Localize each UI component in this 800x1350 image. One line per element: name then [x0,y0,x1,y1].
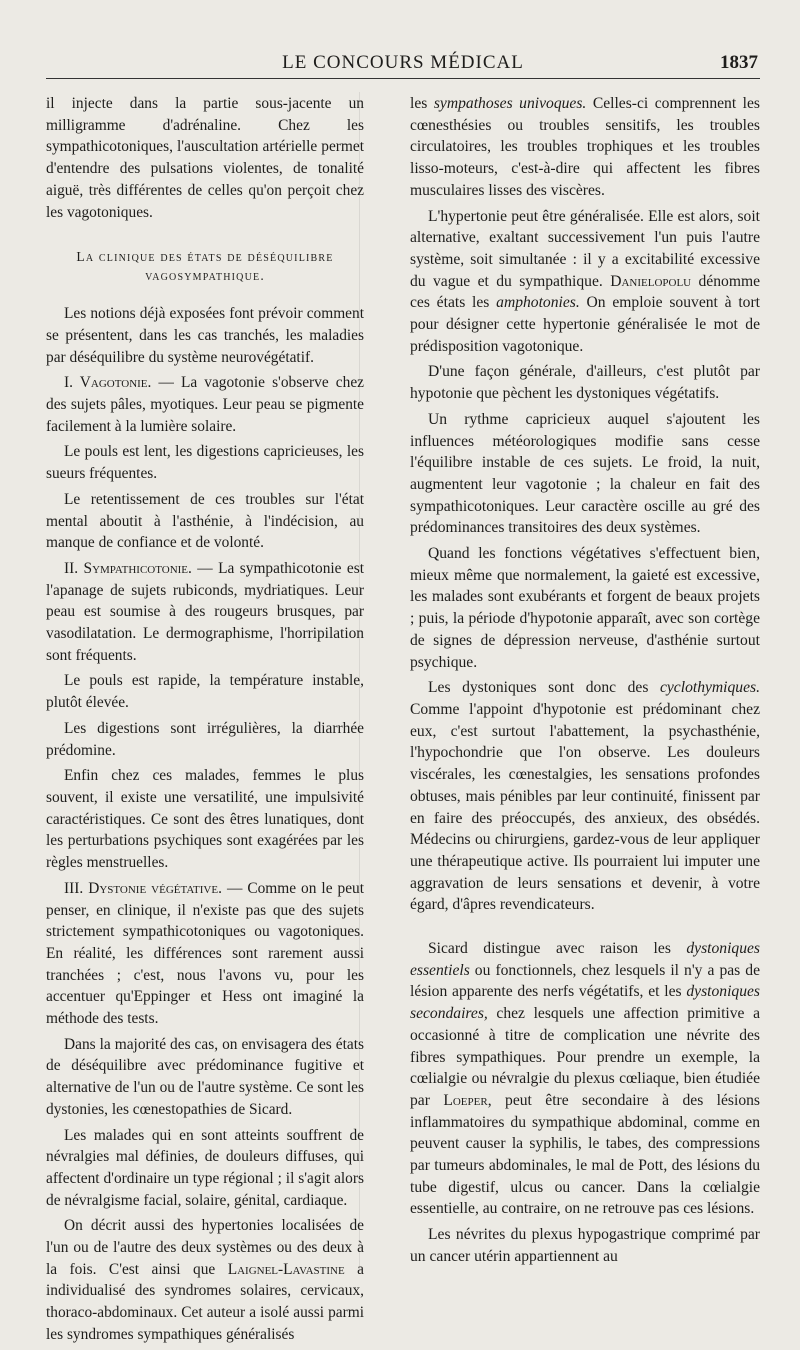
paragraph [46,878,364,1030]
paragraph: Les notions déjà exposées font prévoir comment se présentent, dans les cas tranchés, les maladies par déséquilibre du système neurovégétatif. [46,305,364,366]
paragraph-text: les [410,95,434,112]
emphasis: cyclothymiques. [659,679,760,697]
paragraph: Le pouls est rapide, la température instable, plutôt élevée. [46,672,364,712]
paragraph: Quand les fonctions végétatives s'effectuent bien, mieux même que normalement, la gaieté est excessive, les malades sont exubérants et forgent de beaux projets ; puis, la période d'hypotonie apparaît, avec son cortège de signes de dépression nerveuse, d'asthénie surtout psychique. [410,545,760,671]
paragraph [410,206,760,358]
paragraph-text: Celles-ci comprennent les cœnesthésies ou troubles sensitifs, les troubles circulatoires, les troubles trophiques et les troubles lisso-moteurs, c'est-à-dire qui affectent les fibres musculaires lisses des viscères. [410,95,760,199]
subsection-head: III. Dystonie végétative. [64,879,222,897]
paragraph-text: , peut être secondaire à des lésions inflammatoires du sympathique abdominal, comme en peuvent causer la syphilis, le tabes, des compressions par tumeurs abdominales, le mal de Pott, des lésions du tube digestif, ulcus ou cancer. Dans la cœlialgie essentielle, au contraire, on ne retrouve pas ces lésions. [410,1091,760,1218]
subsection-head: II. Sympathicotonie. [64,559,192,577]
paragraph-text: ou fonctionnels, chez lesquels il n'y a pas de lésion apparente des nerfs végétatifs, et les [410,961,760,1001]
subsection-head: I. Vagotonie. [64,374,152,392]
section-heading-line: vagosympathique. [145,268,265,284]
paragraph-text: — La vagotonie s'observe chez des sujets pâles, myotiques. Leur peau se pigmente facilement à la lumière solaire. [46,374,364,435]
paragraph: Le retentissement de ces troubles sur l'état mental aboutit à l'asthénie, à l'indécision, au manque de confiance et de volonté. [46,490,364,552]
emphasis: dystoniques secondaires, [410,983,760,1023]
paragraph: Dans la majorité des cas, on envisagera des états de déséquilibre avec prédominance fugitive et alternative de l'un ou de l'autre système. Ce sont les dystonies, les cœnestopathies de Sicard. [46,1035,364,1118]
paragraph: Le pouls est lent, les digestions capricieuses, les sueurs fréquentes. [46,443,364,483]
paragraph: Les malades qui en sont atteints souffrent de névralgies mal définies, de douleurs diffuses, qui affectent d'ordinaire un type régional ; il s'agit alors de névralgisme facial, solaire, génital, cardiaque. [46,1126,364,1209]
paragraph-text: a individualisé des syndromes solaires, cervicaux, thoraco-abdominaux. Cet auteur a isolé aussi parmi les syndromes sympathiques généralisés [46,1260,364,1343]
section-heading-line: La clinique des états de déséquilibre [76,249,334,265]
paragraph [46,372,364,437]
paragraph [410,938,760,1220]
paragraph [46,1215,364,1345]
paragraph-text: Sicard distingue avec raison les [428,940,687,958]
paragraph: D'une façon générale, d'ailleurs, c'est plutôt par hypotonie que pèchent les dystoniques végétatifs. [410,363,760,403]
paragraph-text: On emploie souvent à tort pour désigner cette hypertonie généralisée le mot de prédisposition vagotonique. [410,294,760,355]
paragraph-text: chez lesquels une affection primitive a occasionné à titre de complication une névrite des fibres sympathiques. Pour prendre un exemple, la cœlialgie ou névralgie du plexus cœliaque, bien étudiée par [410,1005,760,1109]
paragraph [410,93,760,202]
emphasis: dystoniques essentiels [410,940,760,979]
paragraph-text: On décrit aussi des hypertonies localisées de l'un ou de l'autre des deux systèmes ou des deux à la fois. C'est ainsi que [46,1217,364,1278]
paragraph-text: — Comme on le peut penser, en clinique, il n'existe pas que des sujets strictement sympathicotoniques ou vagotoniques. En réalité, les différences sont rarement aussi tranchées ; c'est, nous l'avons vu, pour les accentuer qu'Eppinger et Hess ont imaginé la méthode des tests. [46,879,365,1028]
paragraph [410,677,760,916]
paragraph: il injecte dans la partie sous-jacente un milligramme d'adrénaline. Chez les sympathicotoniques, l'auscultation artérielle permet d'entendre des pulsations violentes, de tonalité aiguë, très différentes de celles qu'on perçoit chez les vagotoniques. [46,95,364,221]
left-column [46,93,364,1350]
paragraph-text: Les dystoniques sont donc des [428,679,660,697]
paragraph: Un rythme capricieux auquel s'ajoutent les influences météorologiques modifie sans cesse l'équilibre instable de ces sujets. Le froid, la nuit, augmentent leur vagotonie ; la chaleur en fait des sympathicotoniques. Leur caractère oscille au gré des prédominances transitoires des deux systèmes. [410,410,760,537]
text-columns [46,93,760,1350]
journal-title: LE CONCOURS MÉDICAL [282,52,524,73]
author-name: Laignel-Lavastine [227,1260,345,1278]
paragraph-text: Comme l'appoint d'hypotonie est prédominant chez eux, c'est surtout l'abattement, la psychasthénie, l'hypochondrie que l'on observe. Les douleurs viscérales, les cœnestalgies, les sensations profondes obtuses, mais pénibles par leur continuité, finissent par en faire des préoccupés, des anxieux, des obsédés. Médecins ou chirurgiens, gardez-vous de leur appliquer une thérapeutique active. Ils pourraient lui imputer une aggravation de leurs sensations et devenir, à votre égard, d'âpres revendicateurs. [410,700,760,914]
paragraph: Enfin chez ces malades, femmes le plus souvent, il existe une versatilité, une impulsivité caractéristiques. Ce sont des êtres lunatiques, dont les perturbations psychiques sont exagérées par les règles menstruelles. [46,767,364,872]
paragraph-text: dénomme ces états les [410,272,761,312]
author-name: Loeper [443,1091,488,1109]
paragraph: Les digestions sont irrégulières, la diarrhée prédomine. [46,719,364,759]
emphasis: sympathoses univoques. [433,95,587,112]
right-column [410,93,760,1350]
paragraph-gap [410,920,760,938]
author-name: Danielopolu [610,272,692,290]
running-header [46,50,760,79]
paragraph-text: L'hypertonie peut être généralisée. Elle est alors, soit alternative, exaltant successivement l'un puis l'autre système, soit simultanée : il y a excitabilité excessive du vague et du sympathique. [410,207,760,290]
paragraph [46,558,364,667]
paragraph: Les névrites du plexus hypogastrique comprimé par un cancer utérin appartiennent au [410,1226,760,1265]
section-heading [46,247,364,285]
column-divider [359,92,360,1272]
page-number: 1837 [720,52,758,73]
emphasis: amphotonies. [496,294,580,312]
paragraph-text: — La sympathicotonie est l'apanage de sujets rubiconds, mydriatiques. Leur peau est soumise à des rougeurs brusques, par vasodilatation. Le dermographisme, l'horripilation sont fréquents. [46,559,365,664]
